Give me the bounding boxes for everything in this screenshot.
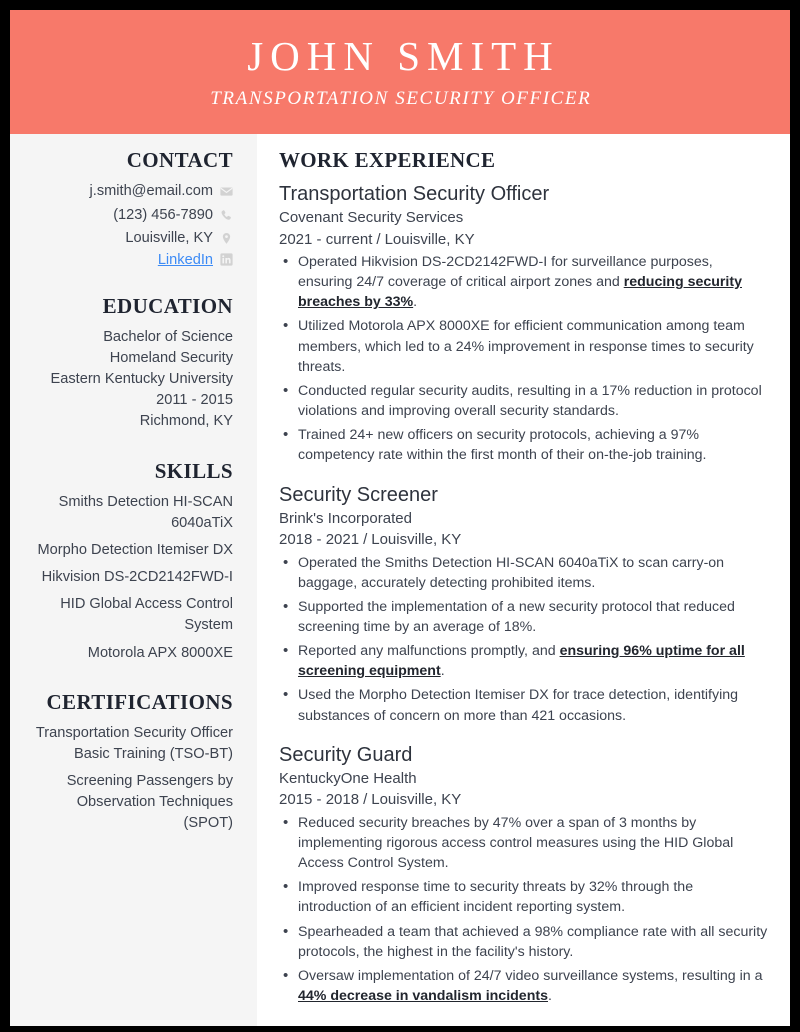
skill-item: Smiths Detection HI-SCAN 6040aTiX	[58, 493, 233, 531]
bullet-text: Conducted regular security audits, resulting in a 17% reduction in protocol violations and improving overall security standards.	[298, 382, 762, 420]
education-location: Richmond, KY	[139, 413, 233, 430]
section-heading-skills: SKILLS	[154, 458, 233, 483]
job-meta	[279, 229, 768, 250]
job-bullet	[279, 641, 768, 681]
job-location: Louisville, KY	[371, 791, 462, 809]
bullet-text: Improved response time to security threats by 32% through the introduction of an efficient incident reporting system.	[298, 879, 694, 916]
contact-location-text: Louisville, KY	[125, 230, 213, 247]
bullet-highlight: 44% decrease in vandalism incidents	[298, 988, 548, 1005]
job-dates: 2018 - 2021	[279, 531, 360, 549]
job-location: Louisville, KY	[371, 531, 462, 549]
bullet-highlight: ensuring 96% uptime for all screening equipment	[298, 643, 745, 680]
bullet-text: Trained 24+ new officers on security protocols, achieving a 97% competency rate within the first month of their on-the-job training.	[298, 427, 707, 464]
job-bullet	[279, 597, 768, 637]
contact-item-phone	[24, 205, 233, 227]
main-content	[257, 134, 790, 1026]
linkedin-icon[interactable]	[220, 253, 233, 266]
skill-item: Hikvision DS-2CD2142FWD-I	[41, 569, 233, 586]
job-location: Louisville, KY	[384, 230, 475, 248]
section-skills	[24, 459, 233, 664]
bullet-text: Utilized Motorola APX 8000XE for efficient communication among team members, which led to a 24% improvement in response times to security threats.	[298, 318, 754, 375]
section-heading-education: EDUCATION	[102, 293, 233, 318]
phone-icon	[220, 209, 233, 222]
bullet-text: Reduced security breaches by 47% over a span of 3 months by implementing rigorous access control measures using the HID Global Access Control System.	[298, 814, 734, 872]
contact-email-text: j.smith@email.com	[89, 183, 213, 199]
job-entry	[279, 482, 768, 726]
job-company: Brink's Incorporated	[279, 509, 412, 527]
skill-item: HID Global Access Control System	[60, 596, 233, 634]
contact-item-location	[24, 228, 233, 250]
bullet-text: Reported any malfunctions promptly, and	[298, 643, 560, 660]
skill-item: Motorola APX 8000XE	[87, 644, 233, 661]
skill-item: Morpho Detection Itemiser DX	[37, 541, 233, 558]
bullet-text: Spearheaded a team that achieved a 98% compliance rate with all security protocols, the highest in the facility's history.	[298, 923, 768, 960]
job-title: Security Screener	[279, 483, 438, 506]
job-bullet	[279, 922, 768, 962]
job-title: Security Guard	[279, 743, 413, 766]
contact-phone-text: (123) 456-7890	[113, 206, 213, 223]
section-education	[24, 294, 233, 433]
job-company: Covenant Security Services	[279, 209, 464, 227]
job-meta	[279, 529, 768, 550]
section-contact	[24, 148, 233, 268]
education-field: Homeland Security	[109, 349, 233, 366]
job-bullet	[279, 553, 768, 593]
job-bullet	[279, 425, 768, 465]
section-heading-certifications: CERTIFICATIONS	[46, 689, 233, 714]
job-dates: 2015 - 2018	[279, 791, 360, 809]
section-certifications	[24, 690, 233, 835]
job-bullet	[279, 877, 768, 917]
job-bullet	[279, 813, 768, 873]
sidebar	[10, 134, 257, 1026]
job-bullet	[279, 685, 768, 725]
job-meta-separator: /	[376, 230, 381, 248]
bullet-text: Operated Hikvision DS-2CD2142FWD-I for surveillance purposes, ensuring 24/7 coverage of critical airport zones and	[298, 253, 713, 291]
envelope-icon	[220, 185, 233, 198]
bullet-tail: .	[440, 663, 445, 680]
job-meta	[279, 789, 768, 810]
bullet-text: Supported the implementation of a new security protocol that reduced screening time by an average of 18%.	[298, 598, 735, 635]
bullet-text: Used the Morpho Detection Itemiser DX for trace detection, identifying substances of concern on more than 421 occasions.	[298, 687, 739, 724]
job-company: KentuckyOne Health	[279, 770, 417, 788]
job-bullet	[279, 316, 768, 376]
job-dates: 2021 - current	[279, 230, 373, 248]
resume-header	[10, 10, 790, 134]
education-dates: 2011 - 2015	[156, 392, 233, 409]
location-pin-icon	[220, 232, 233, 245]
candidate-role: TRANSPORTATION SECURITY OFFICER	[210, 88, 592, 110]
linkedin-link[interactable]: LinkedIn	[157, 251, 213, 268]
bullet-highlight: reducing security breaches by 33%	[298, 274, 742, 311]
job-bullet	[279, 252, 768, 312]
job-bullet-list	[279, 813, 768, 1006]
job-title: Transportation Security Officer	[279, 183, 550, 205]
job-bullet	[279, 966, 768, 1006]
certification-item: Screening Passengers by Observation Techniques (SPOT)	[66, 772, 233, 832]
education-school: Eastern Kentucky University	[50, 371, 233, 388]
education-degree: Bachelor of Science	[103, 328, 233, 345]
resume-document	[10, 10, 790, 1026]
contact-item-linkedin[interactable]	[24, 252, 233, 268]
page-title: JOHN SMITH	[247, 32, 560, 79]
bullet-tail: .	[413, 294, 418, 311]
job-meta-separator: /	[363, 791, 368, 809]
job-meta-separator: /	[363, 531, 368, 549]
contact-item-email	[24, 181, 233, 203]
certification-item: Transportation Security Officer Basic Training (TSO-BT)	[35, 724, 233, 762]
job-bullet-list	[279, 553, 768, 726]
job-bullet	[279, 381, 768, 421]
job-entry	[279, 181, 768, 466]
bullet-text: Operated the Smiths Detection HI-SCAN 6040aTiX to scan carry-on baggage, accurately detecting prohibited items.	[298, 554, 725, 591]
resume-body	[10, 134, 790, 1026]
section-heading-work-experience: WORK EXPERIENCE	[279, 148, 496, 172]
job-bullet-list	[279, 252, 768, 466]
section-heading-contact: CONTACT	[126, 148, 233, 172]
bullet-text: Oversaw implementation of 24/7 video surveillance systems, resulting in a	[298, 967, 763, 984]
job-entry	[279, 742, 768, 1006]
bullet-tail: .	[547, 988, 552, 1005]
